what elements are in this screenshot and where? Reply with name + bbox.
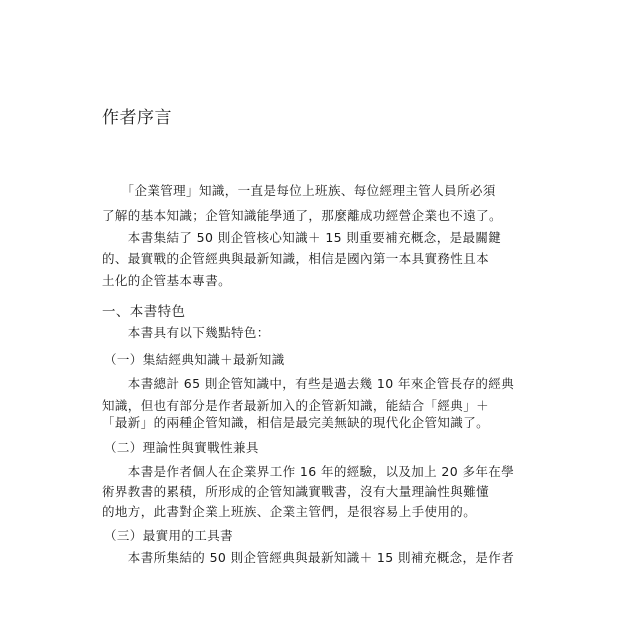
feature-heading: （二）理論性與實戰性兼具 [104,440,259,455]
feature-line: 的地方，此書對企業上班族、企業主管們，是很容易上手使用的。 [102,504,477,519]
intro-line: 「企業管理」知識，一直是每位上班族、每位經理主管人員所必須 [102,183,496,198]
section-heading: 一、本書特色 [102,304,186,320]
intro-line: 本書集結了 50 則企管核心知識＋ 15 則重要補充概念，是最關鍵 [102,230,502,245]
intro-line: 了解的基本知識；企管知識能學通了，那麼離成功經營企業也不遠了。 [102,208,502,223]
feature-line: 知識，但也有部分是作者最新加入的企管新知識，能結合「經典」＋ [102,398,490,413]
section-intro: 本書具有以下幾點特色： [102,325,270,340]
feature-line: 本書所集結的 50 則企管經典與最新知識＋ 15 則補充概念，是作者 [102,550,515,565]
feature-heading: （三）最實用的工具書 [104,528,234,543]
preface-title: 作者序言 [102,108,172,128]
intro-line: 的、最實戰的企管經典與最新知識，相信是國內第一本具實務性且本 [102,251,490,266]
feature-line: 本書總計 65 則企管知識中，有些是過去幾 10 年來企管長存的經典 [102,376,515,391]
intro-line: 土化的企管基本專書。 [102,273,232,288]
feature-heading: （一）集結經典知識＋最新知識 [104,352,285,367]
feature-line: 本書是作者個人在企業界工作 16 年的經驗，以及加上 20 多年在學 [102,464,515,479]
feature-line: 「最新」的兩種企管知識，相信是最完美無缺的現代化企管知識了。 [102,415,490,430]
feature-line: 術界教書的累積，所形成的企管知識實戰書，沒有大量理論性與難懂 [102,484,490,499]
